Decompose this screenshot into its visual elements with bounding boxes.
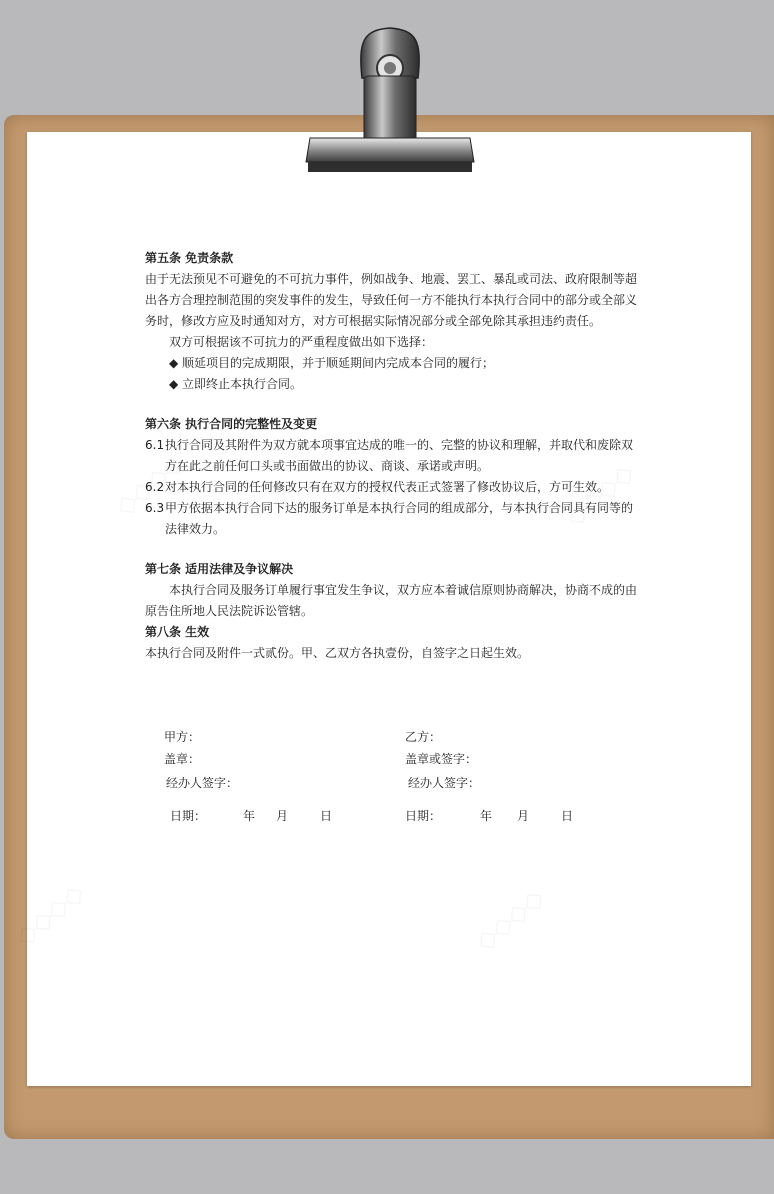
article-5-body: 由于无法预见不可避免的不可抗力事件，例如战争、地震、罢工、暴乱或司法、政府限制等超出各方合理控制范围的突发事件的发生，导致任何一方不能执行本执行合同中的部分或全部义务时，修改方应及时通知对方，对方可根据实际情况部分或全部免除其承担违约责任。	[145, 272, 638, 328]
article-5-heading: 第五条 免责条款	[145, 251, 234, 265]
item-text: 对本执行合同的任何修改只有在双方的授权代表正式签署了修改协议后，方可生效。	[165, 480, 610, 494]
party-a-seal-label: 盖章：	[164, 752, 201, 766]
party-b-agent-label: 经办人签字：	[408, 776, 481, 790]
party-b-day: 日	[561, 809, 574, 823]
article-5-option: ◆ 立即终止本执行合同。	[169, 377, 303, 391]
contract-text	[145, 248, 640, 664]
article-6-item	[145, 498, 640, 540]
item-text: 执行合同及其附件为双方就本项事宜达成的唯一的、完整的协议和理解，并取代和废除双方在此之前任何口头或书面做出的协议、商谈、承诺或声明。	[165, 438, 634, 473]
article-8-body: 本执行合同及附件一式贰份。甲、乙双方各执壹份，自签字之日起生效。	[145, 646, 530, 660]
binder-clip-icon	[300, 20, 480, 180]
item-number: 6.2	[145, 480, 165, 494]
party-b-date-label: 日期：	[405, 809, 442, 823]
article-6-heading: 第六条 执行合同的完整性及变更	[145, 417, 318, 431]
party-a-label: 甲方：	[164, 730, 201, 744]
party-b-month: 月	[517, 809, 530, 823]
item-number: 6.1	[145, 438, 165, 452]
party-a-agent-label: 经办人签字：	[166, 776, 239, 790]
item-text: 甲方依据本执行合同下达的服务订单是本执行合同的组成部分，与本执行合同具有同等的法律效力。	[165, 501, 634, 536]
article-7-heading: 第七条 适用法律及争议解决	[145, 562, 294, 576]
party-a-day: 日	[320, 809, 333, 823]
article-5-choice-intro: 双方可根据该不可抗力的严重程度做出如下选择：	[169, 335, 434, 349]
party-b-label: 乙方：	[405, 730, 442, 744]
party-a-month: 月	[276, 809, 289, 823]
article-6-item	[145, 477, 640, 498]
article-6-item	[145, 435, 640, 477]
party-b-year: 年	[480, 809, 493, 823]
party-b-seal-label: 盖章或签字：	[405, 752, 478, 766]
party-a-year: 年	[243, 809, 256, 823]
article-5-option: ◆ 顺延项目的完成期限，并于顺延期间内完成本合同的履行；	[169, 356, 495, 370]
article-8-heading: 第八条 生效	[145, 625, 210, 639]
article-7-body: 本执行合同及服务订单履行事宜发生争议，双方应本着诚信原则协商解决，协商不成的由原告住所地人民法院诉讼管辖。	[145, 583, 638, 618]
item-number: 6.3	[145, 501, 165, 515]
party-a-date-label: 日期：	[170, 809, 207, 823]
